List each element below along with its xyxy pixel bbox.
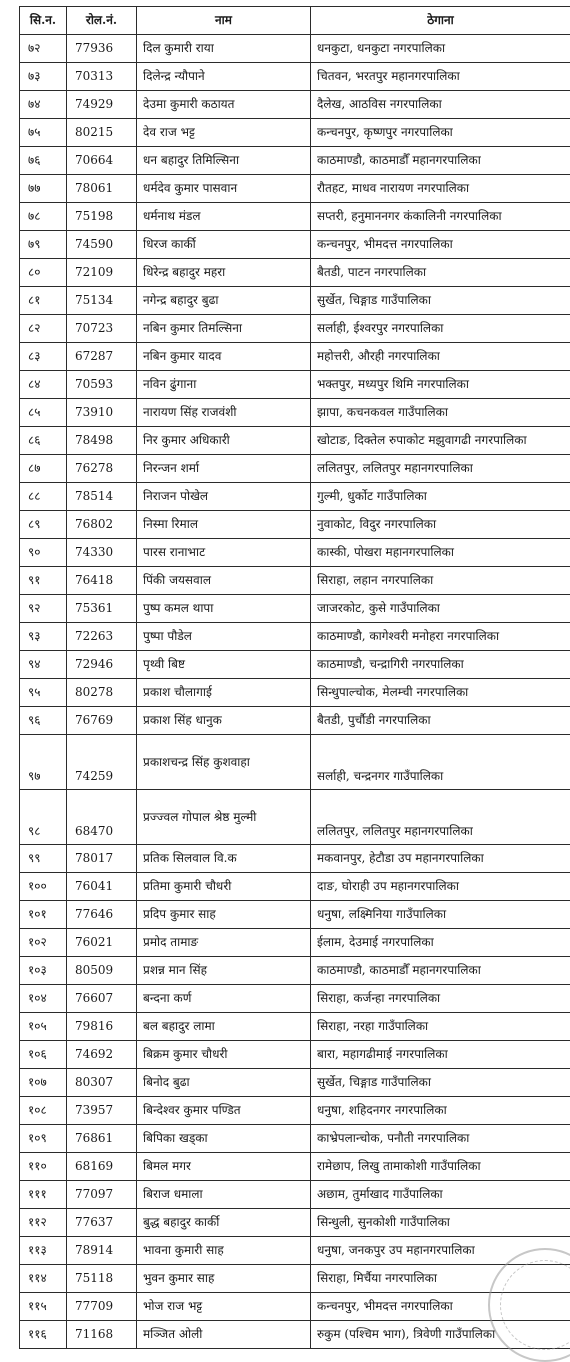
serial-number-cell: ९०	[20, 539, 67, 567]
name-cell: प्रतिमा कुमारी चौधरी	[137, 873, 311, 901]
address-cell: सुर्खेत, चिङ्गाड गाउँपालिका	[311, 287, 570, 315]
table-row	[20, 901, 570, 929]
name-cell: बिराज धमाला	[137, 1181, 311, 1209]
name-cell: भावना कुमारी साह	[137, 1237, 311, 1265]
serial-number-cell: १०८	[20, 1097, 67, 1125]
serial-number-cell: १०९	[20, 1125, 67, 1153]
address-cell: काठमाण्डौ, चन्द्रागिरी नगरपालिका	[311, 651, 570, 679]
table-row	[20, 1321, 570, 1349]
name-cell: प्रमोद तामाङ	[137, 929, 311, 957]
address-cell: चितवन, भरतपुर महानगरपालिका	[311, 63, 570, 91]
name-cell: बिक्रम कुमार चौधरी	[137, 1041, 311, 1069]
name-cell: प्रकाशचन्द्र सिंह कुशवाहा	[137, 735, 311, 790]
roll-number-cell: 75198	[67, 203, 137, 231]
address-cell: कन्चनपुर, कृष्णपुर नगरपालिका	[311, 119, 570, 147]
address-cell: ललितपुर, ललितपुर महानगरपालिका	[311, 455, 570, 483]
serial-number-cell: ७२	[20, 35, 67, 63]
address-cell: रामेछाप, लिखु तामाकोशी गाउँपालिका	[311, 1153, 570, 1181]
address-cell: सर्लाही, ईश्वरपुर नगरपालिका	[311, 315, 570, 343]
roll-number-cell: 75134	[67, 287, 137, 315]
table-row	[20, 735, 570, 790]
table-row	[20, 427, 570, 455]
table-row	[20, 985, 570, 1013]
table-row	[20, 957, 570, 985]
address-cell: सिराहा, नरहा गाउँपालिका	[311, 1013, 570, 1041]
roll-number-cell: 74692	[67, 1041, 137, 1069]
address-cell: महोत्तरी, औरही नगरपालिका	[311, 343, 570, 371]
roll-number-cell: 78914	[67, 1237, 137, 1265]
serial-number-cell: ९६	[20, 707, 67, 735]
name-cell: निराजन पोखेल	[137, 483, 311, 511]
serial-number-cell: ८१	[20, 287, 67, 315]
address-cell: सर्लाही, चन्द्रनगर गाउँपालिका	[311, 735, 570, 790]
name-cell: निर कुमार अधिकारी	[137, 427, 311, 455]
name-cell: निरन्जन शर्मा	[137, 455, 311, 483]
name-cell: निस्मा रिमाल	[137, 511, 311, 539]
table-row	[20, 147, 570, 175]
name-cell: नबिन कुमार यादव	[137, 343, 311, 371]
serial-number-cell: ८५	[20, 399, 67, 427]
roll-number-cell: 76021	[67, 929, 137, 957]
serial-number-cell: ९९	[20, 845, 67, 873]
name-cell: भुवन कुमार साह	[137, 1265, 311, 1293]
serial-number-cell: ११०	[20, 1153, 67, 1181]
roll-number-cell: 77637	[67, 1209, 137, 1237]
serial-number-cell: ८८	[20, 483, 67, 511]
serial-number-cell: ८०	[20, 259, 67, 287]
serial-number-cell: ८९	[20, 511, 67, 539]
serial-number-cell: ७४	[20, 91, 67, 119]
name-cell: पुष्पा पौडेल	[137, 623, 311, 651]
serial-number-cell: ९८	[20, 790, 67, 845]
roll-number-cell: 76418	[67, 567, 137, 595]
serial-number-cell: ११२	[20, 1209, 67, 1237]
address-cell: धनुषा, जनकपुर उप महानगरपालिका	[311, 1237, 570, 1265]
roll-number-cell: 78017	[67, 845, 137, 873]
table-row	[20, 1181, 570, 1209]
serial-number-cell: ७९	[20, 231, 67, 259]
roll-number-cell: 73910	[67, 399, 137, 427]
roll-number-cell: 75361	[67, 595, 137, 623]
address-cell: काठमाण्डौ, काठमाडौँ महानगरपालिका	[311, 147, 570, 175]
serial-number-cell: १०७	[20, 1069, 67, 1097]
address-cell: सप्तरी, हनुमाननगर कंकालिनी नगरपालिका	[311, 203, 570, 231]
serial-number-cell: ८७	[20, 455, 67, 483]
roll-number-cell: 75118	[67, 1265, 137, 1293]
table-row	[20, 315, 570, 343]
serial-number-cell: १०२	[20, 929, 67, 957]
name-cell: दिल कुमारी राया	[137, 35, 311, 63]
serial-number-cell: ७८	[20, 203, 67, 231]
address-cell: ललितपुर, ललितपुर महानगरपालिका	[311, 790, 570, 845]
table-row	[20, 1041, 570, 1069]
roll-number-cell: 72946	[67, 651, 137, 679]
table-row	[20, 707, 570, 735]
table-row	[20, 287, 570, 315]
address-cell: धनुषा, शहिदनगर नगरपालिका	[311, 1097, 570, 1125]
table-row	[20, 175, 570, 203]
name-cell: धर्मदेव कुमार पासवान	[137, 175, 311, 203]
name-cell: बिनोद बुढा	[137, 1069, 311, 1097]
serial-number-cell: ९१	[20, 567, 67, 595]
table-row	[20, 63, 570, 91]
address-cell: काठमाण्डौ, काठमाडौँ महानगरपालिका	[311, 957, 570, 985]
roll-number-cell: 74330	[67, 539, 137, 567]
name-cell: धिरेन्द्र बहादुर महरा	[137, 259, 311, 287]
serial-number-cell: १०३	[20, 957, 67, 985]
roll-number-cell: 76607	[67, 985, 137, 1013]
address-cell: जाजरकोट, कुसे गाउँपालिका	[311, 595, 570, 623]
address-cell: बारा, महागढीमाई नगरपालिका	[311, 1041, 570, 1069]
serial-number-cell: १००	[20, 873, 67, 901]
roll-number-cell: 76041	[67, 873, 137, 901]
name-cell: नबिन कुमार तिमल्सिना	[137, 315, 311, 343]
address-cell: सिन्धुली, सुनकोशी गाउँपालिका	[311, 1209, 570, 1237]
roll-number-cell: 77709	[67, 1293, 137, 1321]
table-row	[20, 1013, 570, 1041]
name-cell: प्रतिक सिलवाल वि.क	[137, 845, 311, 873]
roll-number-cell: 78514	[67, 483, 137, 511]
address-cell: दैलेख, आठविस नगरपालिका	[311, 91, 570, 119]
serial-number-cell: ११५	[20, 1293, 67, 1321]
address-cell: कन्चनपुर, भीमदत्त नगरपालिका	[311, 231, 570, 259]
address-cell: काठमाण्डौ, कागेश्वरी मनोहरा नगरपालिका	[311, 623, 570, 651]
table-row	[20, 1097, 570, 1125]
roll-number-cell: 70664	[67, 147, 137, 175]
name-cell: बिन्देश्वर कुमार पण्डित	[137, 1097, 311, 1125]
address-cell: सिन्धुपाल्चोक, मेलम्ची नगरपालिका	[311, 679, 570, 707]
roll-number-cell: 80215	[67, 119, 137, 147]
roll-number-cell: 80307	[67, 1069, 137, 1097]
roll-number-cell: 72263	[67, 623, 137, 651]
address-cell: काभ्रेपलान्चोक, पनौती नगरपालिका	[311, 1125, 570, 1153]
table-row	[20, 1209, 570, 1237]
name-cell: धन बहादुर तिमिल्सिना	[137, 147, 311, 175]
address-cell: कास्की, पोखरा महानगरपालिका	[311, 539, 570, 567]
name-cell: नारायण सिंह राजवंशी	[137, 399, 311, 427]
name-cell: प्रकाश चौलागाई	[137, 679, 311, 707]
table-row	[20, 567, 570, 595]
address-cell: नुवाकोट, विदुर नगरपालिका	[311, 511, 570, 539]
address-cell: गुल्मी, धुर्कोट गाउँपालिका	[311, 483, 570, 511]
table-row	[20, 343, 570, 371]
serial-number-cell: ९७	[20, 735, 67, 790]
name-cell: देव राज भट्ट	[137, 119, 311, 147]
name-cell: बिपिका खड्का	[137, 1125, 311, 1153]
table-row	[20, 651, 570, 679]
table-row	[20, 1125, 570, 1153]
name-cell: प्रज्ज्वल गोपाल श्रेष्ठ मुल्मी	[137, 790, 311, 845]
roll-number-cell: 78061	[67, 175, 137, 203]
roll-number-cell: 77936	[67, 35, 137, 63]
name-cell: मञ्जित ओली	[137, 1321, 311, 1349]
roll-number-cell: 74259	[67, 735, 137, 790]
address-cell: बैतडी, पुर्चौडी नगरपालिका	[311, 707, 570, 735]
address-cell: मकवानपुर, हेटौडा उप महानगरपालिका	[311, 845, 570, 873]
table-header-row	[20, 7, 570, 35]
roll-number-cell: 70723	[67, 315, 137, 343]
table-row	[20, 371, 570, 399]
address-cell: रौतहट, माधव नारायण नगरपालिका	[311, 175, 570, 203]
roll-number-cell: 71168	[67, 1321, 137, 1349]
table-row	[20, 539, 570, 567]
header-address: ठेगाना	[311, 7, 570, 35]
name-cell: भोज राज भट्ट	[137, 1293, 311, 1321]
address-cell: अछाम, तुर्माखाद गाउँपालिका	[311, 1181, 570, 1209]
header-name: नाम	[137, 7, 311, 35]
roll-number-cell: 76861	[67, 1125, 137, 1153]
name-cell: बल बहादुर लामा	[137, 1013, 311, 1041]
name-cell: बिमल मगर	[137, 1153, 311, 1181]
name-cell: धर्मनाथ मंडल	[137, 203, 311, 231]
name-cell: पृथ्वी बिष्ट	[137, 651, 311, 679]
table-row	[20, 790, 570, 845]
roll-number-cell: 76278	[67, 455, 137, 483]
roll-number-cell: 70593	[67, 371, 137, 399]
serial-number-cell: ७५	[20, 119, 67, 147]
serial-number-cell: ९४	[20, 651, 67, 679]
table-row	[20, 119, 570, 147]
address-cell: कन्चनपुर, भीमदत्त नगरपालिका	[311, 1293, 570, 1321]
address-cell: सिराहा, लहान नगरपालिका	[311, 567, 570, 595]
name-cell: बन्दना कर्ण	[137, 985, 311, 1013]
name-cell: नगेन्द्र बहादुर बुढा	[137, 287, 311, 315]
address-cell: ईलाम, देउमाई नगरपालिका	[311, 929, 570, 957]
roll-number-cell: 76769	[67, 707, 137, 735]
serial-number-cell: ८३	[20, 343, 67, 371]
table-row	[20, 1153, 570, 1181]
office-seal-inner-ring	[500, 1260, 570, 1350]
roll-number-cell: 68169	[67, 1153, 137, 1181]
name-cell: नविन ढुंगाना	[137, 371, 311, 399]
header-roll-number: रोल.नं.	[67, 7, 137, 35]
roll-number-cell: 79816	[67, 1013, 137, 1041]
table-row	[20, 511, 570, 539]
table-row	[20, 873, 570, 901]
results-table	[19, 6, 570, 1349]
table-row	[20, 1265, 570, 1293]
address-cell: खोटाङ, दिक्तेल रुपाकोट मझुवागढी नगरपालिका	[311, 427, 570, 455]
table-row	[20, 231, 570, 259]
serial-number-cell: ११४	[20, 1265, 67, 1293]
serial-number-cell: ८२	[20, 315, 67, 343]
table-row	[20, 203, 570, 231]
serial-number-cell: १०६	[20, 1041, 67, 1069]
address-cell: सिराहा, कर्जन्हा नगरपालिका	[311, 985, 570, 1013]
name-cell: प्रदिप कुमार साह	[137, 901, 311, 929]
table-row	[20, 483, 570, 511]
roll-number-cell: 78498	[67, 427, 137, 455]
serial-number-cell: ८६	[20, 427, 67, 455]
address-cell: सुर्खेत, चिङ्गाड गाउँपालिका	[311, 1069, 570, 1097]
serial-number-cell: ८४	[20, 371, 67, 399]
serial-number-cell: ७३	[20, 63, 67, 91]
address-cell: धनकुटा, धनकुटा नगरपालिका	[311, 35, 570, 63]
serial-number-cell: ९२	[20, 595, 67, 623]
address-cell: बैतडी, पाटन नगरपालिका	[311, 259, 570, 287]
roll-number-cell: 77097	[67, 1181, 137, 1209]
name-cell: दिलेन्द्र न्यौपाने	[137, 63, 311, 91]
table-row	[20, 595, 570, 623]
table-row	[20, 259, 570, 287]
table-row	[20, 679, 570, 707]
header-serial-number: सि.न.	[20, 7, 67, 35]
serial-number-cell: १०५	[20, 1013, 67, 1041]
name-cell: पिंकी जयसवाल	[137, 567, 311, 595]
table-row	[20, 1069, 570, 1097]
roll-number-cell: 77646	[67, 901, 137, 929]
name-cell: पुष्प कमल थापा	[137, 595, 311, 623]
serial-number-cell: १०१	[20, 901, 67, 929]
name-cell: प्रशन्न मान सिंह	[137, 957, 311, 985]
table-row	[20, 455, 570, 483]
roll-number-cell: 80509	[67, 957, 137, 985]
roll-number-cell: 74590	[67, 231, 137, 259]
table-row	[20, 929, 570, 957]
address-cell: धनुषा, लक्ष्मिनिया गाउँपालिका	[311, 901, 570, 929]
table-row	[20, 399, 570, 427]
name-cell: धिरज कार्की	[137, 231, 311, 259]
roll-number-cell: 73957	[67, 1097, 137, 1125]
address-cell: दाङ, घोराही उप महानगरपालिका	[311, 873, 570, 901]
address-cell: रुकुम (पश्चिम भाग), त्रिवेणी गाउँपालिका	[311, 1321, 570, 1349]
table-row	[20, 91, 570, 119]
serial-number-cell: ११६	[20, 1321, 67, 1349]
roll-number-cell: 70313	[67, 63, 137, 91]
table-row	[20, 1237, 570, 1265]
table-row	[20, 623, 570, 651]
roll-number-cell: 68470	[67, 790, 137, 845]
serial-number-cell: ७६	[20, 147, 67, 175]
roll-number-cell: 72109	[67, 259, 137, 287]
table-row	[20, 35, 570, 63]
serial-number-cell: १०४	[20, 985, 67, 1013]
serial-number-cell: ९३	[20, 623, 67, 651]
serial-number-cell: ७७	[20, 175, 67, 203]
address-cell: झापा, कचनकवल गाउँपालिका	[311, 399, 570, 427]
name-cell: पारस रानाभाट	[137, 539, 311, 567]
roll-number-cell: 67287	[67, 343, 137, 371]
table-body	[20, 35, 570, 1349]
roll-number-cell: 76802	[67, 511, 137, 539]
name-cell: प्रकाश सिंह धानुक	[137, 707, 311, 735]
roll-number-cell: 80278	[67, 679, 137, 707]
name-cell: देउमा कुमारी कठायत	[137, 91, 311, 119]
address-cell: भक्तपुर, मध्यपुर थिमि नगरपालिका	[311, 371, 570, 399]
name-cell: बुद्ध बहादुर कार्की	[137, 1209, 311, 1237]
serial-number-cell: १११	[20, 1181, 67, 1209]
address-cell: सिराहा, मिर्चैया नगरपालिका	[311, 1265, 570, 1293]
serial-number-cell: ९५	[20, 679, 67, 707]
roll-number-cell: 74929	[67, 91, 137, 119]
serial-number-cell: ११३	[20, 1237, 67, 1265]
table-row	[20, 845, 570, 873]
